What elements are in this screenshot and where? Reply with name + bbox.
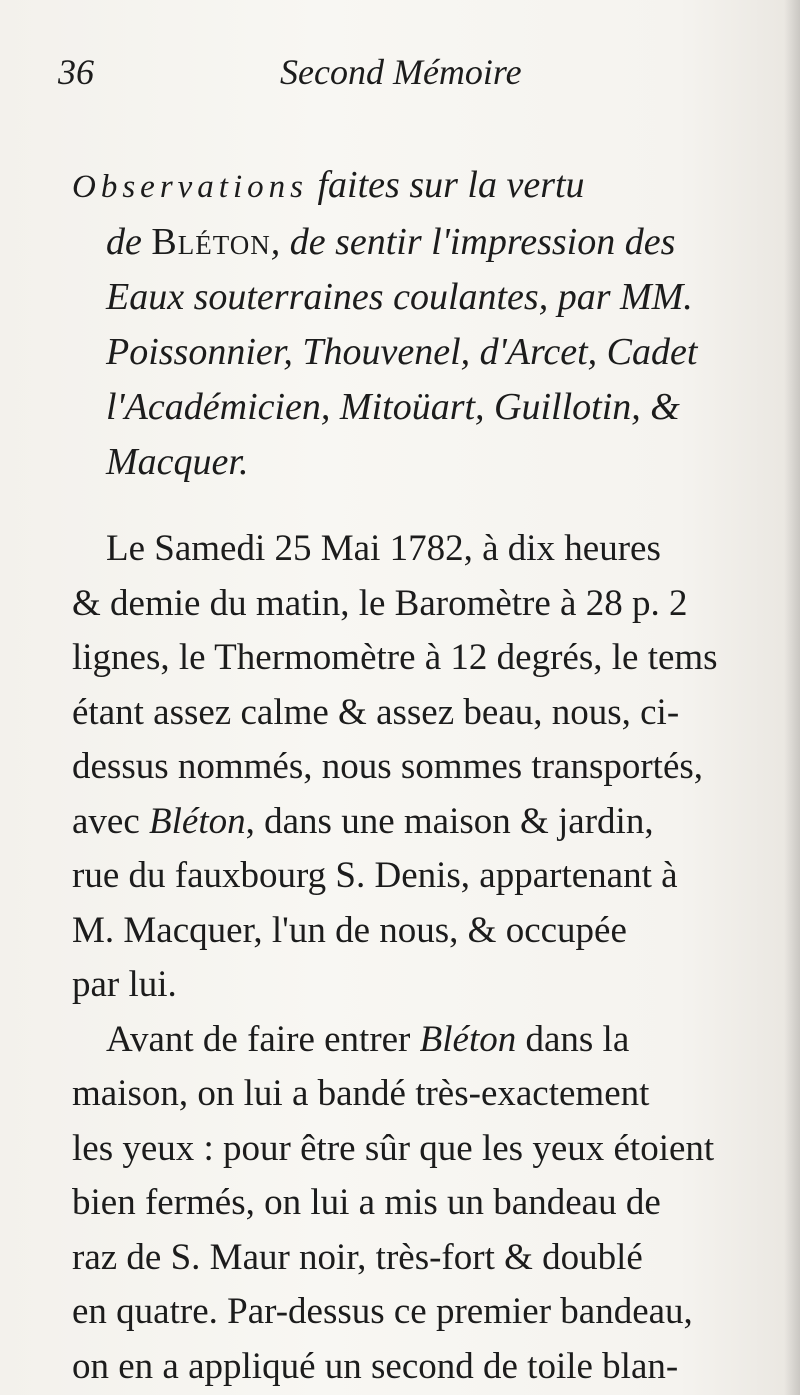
p1-line-6-rest: , dans une maison & jardin,: [245, 800, 654, 842]
running-head: [58, 46, 758, 98]
paragraph-2-line-1: [72, 1013, 772, 1068]
running-title: Second Mémoire: [280, 52, 522, 92]
paragraph-1-line-4: étant assez calme & assez beau, nous, ci-: [72, 691, 680, 733]
p2-line-1-start: Avant de faire entrer: [106, 1018, 420, 1060]
heading-line-3: Eaux souterraines coulantes, par MM.: [106, 276, 693, 318]
paragraph-2-line-4: bien fermés, on lui a mis un bandeau de: [72, 1182, 661, 1223]
heading-observations: Observations: [72, 169, 308, 205]
paragraph-1-line-2: & demie du matin, le Baromètre à 28 p. 2: [72, 582, 688, 624]
paragraph-1-line-6: [72, 795, 772, 850]
heading-line-1: [72, 158, 772, 215]
heading-line-1-rest: faites sur la vertu: [308, 164, 585, 206]
heading-line-6: Macquer.: [106, 441, 249, 483]
paragraph-2-line-6: en quatre. Par-dessus ce premier bandeau,: [72, 1291, 693, 1332]
paragraph-2-line-5: raz de S. Maur noir, très-fort & doublé: [72, 1236, 643, 1278]
paragraph-1-line-8: M. Macquer, l'un de nous, & occupée: [72, 909, 627, 951]
paragraph-2-line-2: maison, on lui a bandé très-exactement: [72, 1073, 650, 1114]
heading-bleton: Bléton: [151, 221, 271, 263]
paragraph-2-line-7: on en a appliqué un second de toile blan-: [72, 1345, 679, 1387]
heading-line-5: l'Académicien, Mitoüart, Guillotin, &: [106, 386, 680, 428]
paragraph-1-line-1: Le Samedi 25 Mai 1782, à dix heures: [106, 528, 661, 569]
page-number: 36: [58, 52, 94, 92]
paragraph-1-line-5: dessus nommés, nous sommes transportés,: [72, 746, 704, 787]
paragraph-1-line-7: rue du fauxbourg S. Denis, appartenant à: [72, 855, 678, 896]
section-heading: [72, 158, 772, 490]
body-text: [72, 522, 772, 1394]
heading-line-2: [72, 215, 772, 270]
heading-line-4: Poissonnier, Thouvenel, d'Arcet, Cadet: [106, 331, 698, 373]
p1-line-6-start: avec: [72, 800, 150, 842]
p2-line-1-bleton: Bléton: [419, 1018, 517, 1060]
p1-line-6-bleton: Bléton: [149, 800, 246, 842]
paragraph-1-line-3: lignes, le Thermomètre à 12 degrés, le tems: [72, 637, 718, 678]
paragraph-1-line-9: par lui.: [72, 964, 177, 1005]
heading-line-2-start: de: [106, 221, 152, 263]
page-gutter-shadow: [784, 0, 800, 1395]
paragraph-2-line-3: les yeux : pour être sûr que les yeux étoient: [72, 1127, 715, 1169]
p2-line-1-rest: dans la: [516, 1018, 630, 1060]
heading-line-2-rest: , de sentir l'impression des: [270, 221, 676, 263]
